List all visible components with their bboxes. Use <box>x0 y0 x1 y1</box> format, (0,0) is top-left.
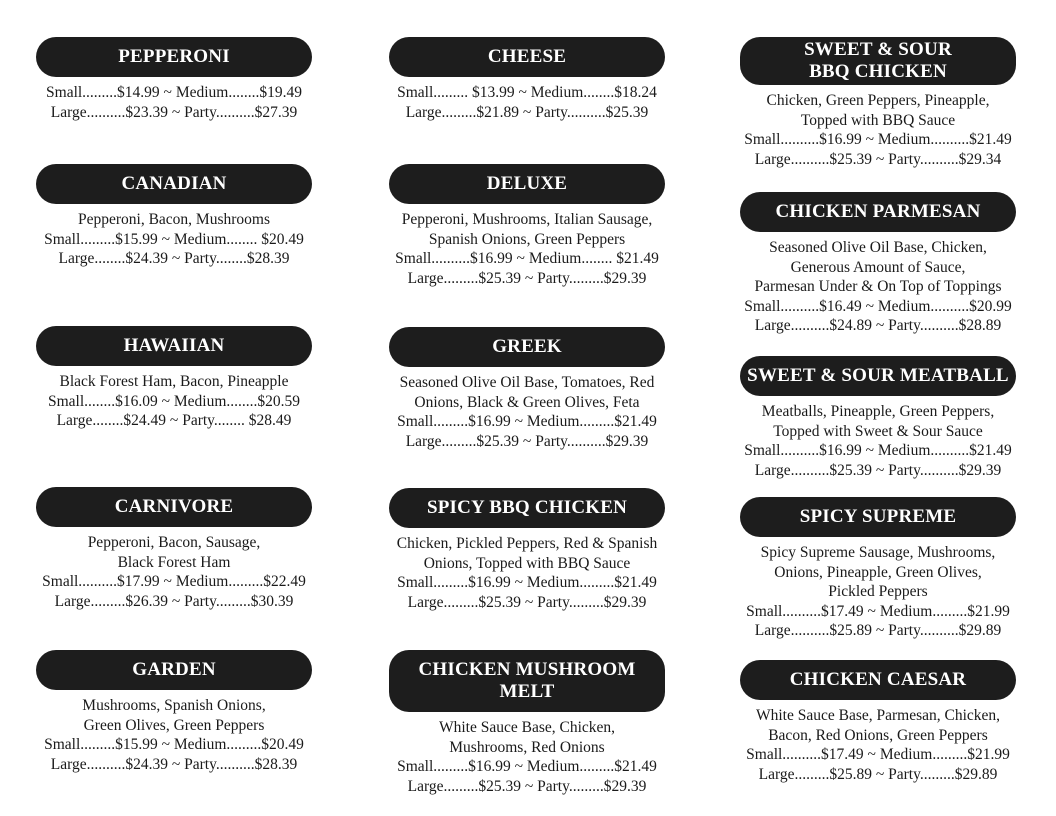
price-line: Large........$24.39 ~ Party........$28.39 <box>58 250 290 267</box>
pizza-description: Parmesan Under & On Top of Toppings <box>754 278 1002 295</box>
price-line: Large..........$25.89 ~ Party..........$29.89 <box>754 622 1002 639</box>
price-line: Large.........$25.39 ~ Party.........$29.39 <box>407 269 647 287</box>
price-line: Small..........$16.49 ~ Medium..........$20.99 <box>744 297 1012 315</box>
item-details <box>389 210 665 288</box>
pizza-description: Topped with BBQ Sauce <box>800 111 956 129</box>
menu-item <box>389 164 665 288</box>
menu-item <box>740 497 1016 641</box>
pizza-description: Chicken, Pickled Peppers, Red & Spanish <box>396 535 658 552</box>
price-line: Small..........$16.99 ~ Medium..........$21.49 <box>744 131 1012 148</box>
price-line: Large..........$24.89 ~ Party..........$28.89 <box>754 317 1002 334</box>
pizza-description: Onions, Pineapple, Green Olives, <box>774 563 982 581</box>
pizza-description: Black Forest Ham <box>117 553 231 571</box>
menu-item <box>389 650 665 796</box>
menu-item <box>740 660 1016 784</box>
menu-item <box>389 37 665 122</box>
item-details <box>36 533 312 611</box>
price-line: Large........$24.49 ~ Party........ $28.49 <box>56 412 292 429</box>
pizza-name: GARDEN <box>36 650 312 690</box>
item-details <box>389 718 665 796</box>
price-line: Large..........$24.39 ~ Party..........$28.39 <box>50 755 298 773</box>
price-line: Large.........$26.39 ~ Party.........$30.39 <box>54 592 294 610</box>
pizza-description: Pepperoni, Bacon, Mushrooms <box>77 211 270 228</box>
pizza-description: Seasoned Olive Oil Base, Tomatoes, Red <box>399 374 655 391</box>
price-line: Small.........$15.99 ~ Medium.........$20.49 <box>44 736 304 753</box>
menu-item <box>389 488 665 612</box>
menu-item <box>389 327 665 451</box>
price-line: Small..........$16.99 ~ Medium..........$21.49 <box>744 442 1012 459</box>
menu-item <box>740 37 1016 169</box>
pizza-name: CHICKEN CAESAR <box>740 660 1016 700</box>
pizza-description: White Sauce Base, Parmesan, Chicken, <box>755 707 1001 724</box>
price-line: Small..........$17.49 ~ Medium.........$21.99 <box>746 602 1010 620</box>
pizza-description: Bacon, Red Onions, Green Peppers <box>768 726 988 744</box>
menu-item <box>740 192 1016 336</box>
price-line: Large..........$25.39 ~ Party..........$29.39 <box>754 461 1002 479</box>
pizza-name: CHEESE <box>389 37 665 77</box>
price-line: Small.........$14.99 ~ Medium........$19.49 <box>46 84 302 101</box>
item-details <box>36 210 312 269</box>
item-details <box>389 83 665 122</box>
price-line: Small..........$17.49 ~ Medium.........$21.99 <box>746 746 1010 763</box>
pizza-description: Generous Amount of Sauce, <box>790 258 966 276</box>
price-line: Small........$16.09 ~ Medium........$20.59 <box>47 392 301 410</box>
price-line: Small......... $13.99 ~ Medium........$18.24 <box>397 84 657 101</box>
menu-item <box>36 487 312 611</box>
price-line: Small..........$16.99 ~ Medium........ $21.49 <box>395 250 659 267</box>
price-line: Large.........$25.39 ~ Party.........$29.39 <box>407 593 647 611</box>
price-line: Small.........$16.99 ~ Medium.........$21.49 <box>397 758 657 775</box>
pizza-name: CANADIAN <box>36 164 312 204</box>
pizza-name: SPICY BBQ CHICKEN <box>389 488 665 528</box>
price-line: Large.........$21.89 ~ Party..........$25.39 <box>405 103 649 121</box>
pizza-description: Topped with Sweet & Sour Sauce <box>773 422 983 440</box>
menu-item <box>36 37 312 122</box>
pizza-name: CARNIVORE <box>36 487 312 527</box>
item-details <box>740 706 1016 784</box>
pizza-description: Mushrooms, Red Onions <box>449 738 605 756</box>
price-line: Small.........$15.99 ~ Medium........ $20.49 <box>44 230 304 248</box>
item-details <box>36 696 312 774</box>
price-line: Small..........$17.99 ~ Medium.........$22.49 <box>42 573 306 590</box>
pizza-description: Pickled Peppers <box>828 583 928 600</box>
pizza-description: Onions, Topped with BBQ Sauce <box>423 554 631 572</box>
pizza-description: White Sauce Base, Chicken, <box>438 719 616 736</box>
item-details <box>740 402 1016 480</box>
item-details <box>389 534 665 612</box>
menu-item <box>740 356 1016 480</box>
pizza-name: PEPPERONI <box>36 37 312 77</box>
price-line: Large.........$25.39 ~ Party..........$29.39 <box>405 432 649 450</box>
menu-item <box>36 650 312 774</box>
menu-item <box>36 164 312 269</box>
pizza-description: Meatballs, Pineapple, Green Peppers, <box>761 403 995 420</box>
price-line: Large..........$25.39 ~ Party..........$29.34 <box>754 150 1002 168</box>
pizza-name: SWEET & SOUR MEATBALL <box>740 356 1016 396</box>
price-line: Large.........$25.89 ~ Party.........$29.89 <box>758 765 998 783</box>
menu-item <box>36 326 312 431</box>
item-details <box>389 373 665 451</box>
pizza-description: Seasoned Olive Oil Base, Chicken, <box>769 239 987 256</box>
price-line: Small.........$16.99 ~ Medium.........$21.49 <box>397 574 657 591</box>
pizza-description: Chicken, Green Peppers, Pineapple, <box>766 92 990 109</box>
item-details <box>740 543 1016 641</box>
pizza-description: Onions, Black & Green Olives, Feta <box>414 393 640 411</box>
pizza-description: Spanish Onions, Green Peppers <box>428 230 626 248</box>
pizza-name: CHICKEN PARMESAN <box>740 192 1016 232</box>
item-details <box>740 238 1016 336</box>
item-details <box>740 91 1016 169</box>
pizza-description: Mushrooms, Spanish Onions, <box>82 697 266 714</box>
price-line: Small.........$16.99 ~ Medium.........$21.49 <box>397 413 657 430</box>
pizza-description: Black Forest Ham, Bacon, Pineapple <box>59 373 289 390</box>
pizza-name: SWEET & SOUR BBQ CHICKEN <box>740 37 1016 85</box>
pizza-description: Pepperoni, Mushrooms, Italian Sausage, <box>401 211 653 228</box>
item-details <box>36 372 312 431</box>
pizza-name: GREEK <box>389 327 665 367</box>
price-line: Large..........$23.39 ~ Party..........$27.39 <box>50 103 298 121</box>
pizza-description: Green Olives, Green Peppers <box>83 716 265 734</box>
item-details <box>36 83 312 122</box>
pizza-name: CHICKEN MUSHROOM MELT <box>389 650 665 712</box>
pizza-description: Spicy Supreme Sausage, Mushrooms, <box>760 544 996 561</box>
pizza-name: SPICY SUPREME <box>740 497 1016 537</box>
pizza-description: Pepperoni, Bacon, Sausage, <box>87 534 261 551</box>
pizza-name: DELUXE <box>389 164 665 204</box>
price-line: Large.........$25.39 ~ Party.........$29.39 <box>407 777 647 795</box>
pizza-name: HAWAIIAN <box>36 326 312 366</box>
